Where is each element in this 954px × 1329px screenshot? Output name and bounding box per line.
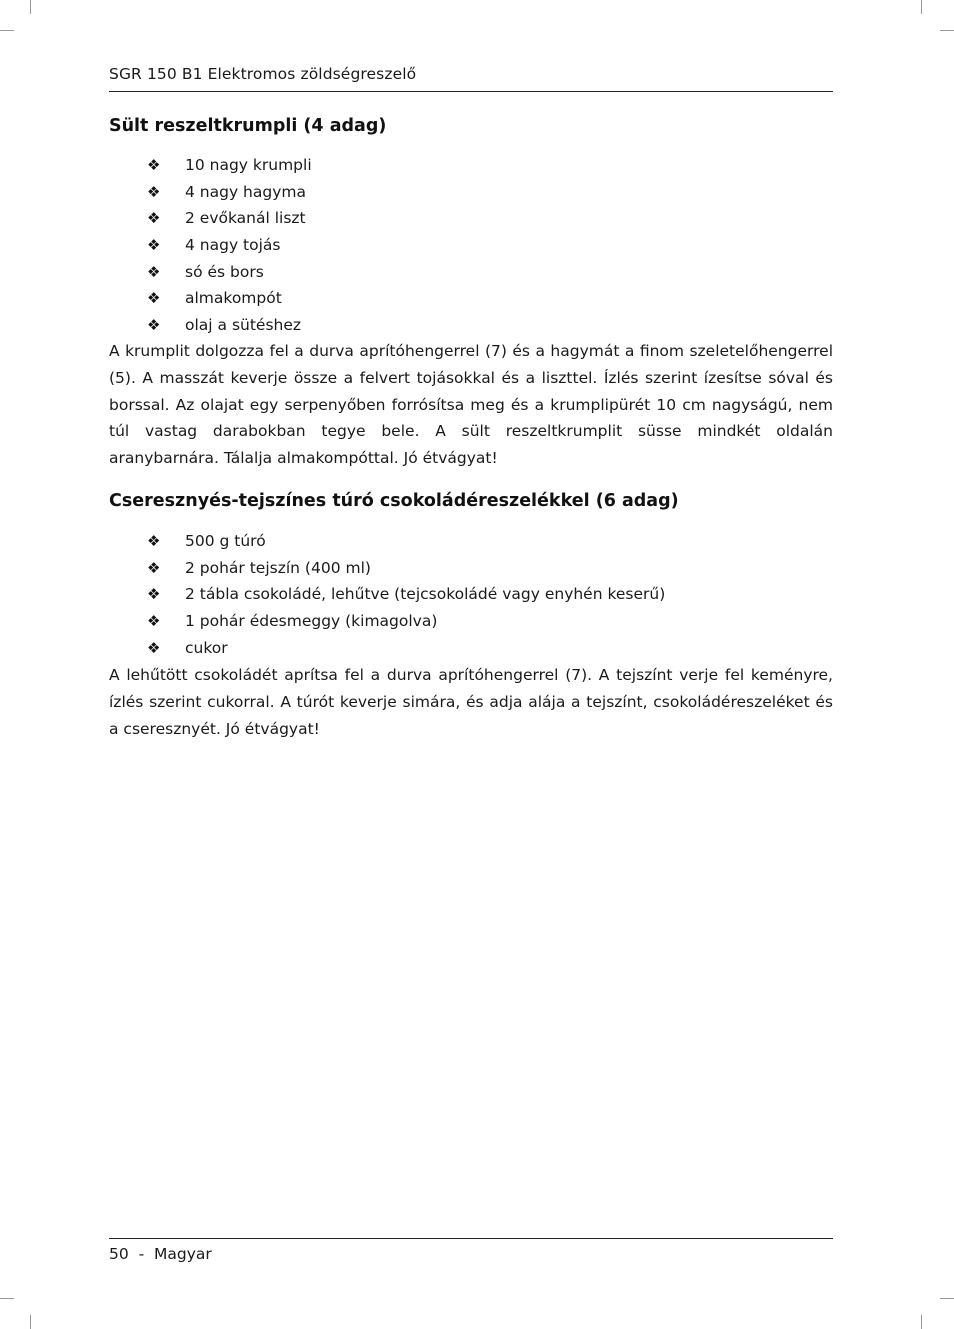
diamond-bullet-icon: ❖	[147, 156, 161, 174]
crop-mark	[940, 30, 954, 31]
crop-mark	[0, 30, 14, 31]
diamond-bullet-icon: ❖	[147, 585, 161, 604]
diamond-bullet-icon: ❖	[147, 316, 161, 335]
list-item	[109, 179, 833, 206]
crop-mark	[921, 1315, 922, 1329]
ingredient-text: 1 pohár édesmeggy (kimagolva)	[185, 612, 438, 631]
diamond-bullet-icon: ❖	[147, 532, 161, 550]
ingredient-list	[109, 152, 833, 339]
recipe-title: Cseresznyés-tejszínes túró csokoládéreszelékkel (6 adag)	[109, 491, 679, 511]
ingredient-text: 500 g túró	[185, 532, 266, 550]
ingredient-text: 2 evőkanál liszt	[185, 209, 306, 228]
crop-mark	[30, 0, 31, 14]
page-footer	[109, 1244, 212, 1264]
footer-rule	[109, 1238, 833, 1239]
list-item	[109, 635, 833, 662]
crop-mark	[30, 1315, 31, 1329]
recipe-instructions: A krumplit dolgozza fel a durva aprítóhengerrel (7) és a hagymát a finom szeletelőhengerrel (5). A masszát keverje össze a felvert tojásokkal és a liszttel. Ízlés szerint ízesítse sóval és borssal. Az olajat egy serpenyőben forrósítsa meg és a krumplipürét 10 cm nagyságú, nem túl vastag darabokban tegye bele. A sült reszeltkrumplit süsse mindkét oldalán aranybarnára. Tálalja almakompóttal. Jó étvágyat!	[109, 342, 833, 468]
diamond-bullet-icon: ❖	[147, 236, 161, 255]
list-item	[109, 581, 833, 608]
crop-mark	[0, 1298, 14, 1299]
ingredient-text: 10 nagy krumpli	[185, 156, 312, 174]
crop-mark	[921, 0, 922, 14]
ingredient-text: 2 tábla csokoládé, lehűtve (tejcsokoládé vagy enyhén keserű)	[185, 585, 666, 604]
list-item	[109, 608, 833, 635]
diamond-bullet-icon: ❖	[147, 612, 161, 631]
footer-language: Magyar	[154, 1245, 212, 1263]
header-rule	[109, 91, 833, 92]
ingredient-list	[109, 528, 833, 661]
diamond-bullet-icon: ❖	[147, 289, 161, 308]
diamond-bullet-icon: ❖	[147, 182, 161, 201]
diamond-bullet-icon: ❖	[147, 262, 161, 281]
ingredient-text: 2 pohár tejszín (400 ml)	[185, 558, 371, 577]
ingredient-text: olaj a sütéshez	[185, 316, 302, 335]
ingredient-text: 4 nagy tojás	[185, 236, 281, 255]
footer-separator: -	[138, 1245, 145, 1263]
ingredient-text: 4 nagy hagyma	[185, 182, 306, 201]
list-item	[109, 285, 833, 312]
list-item	[109, 555, 833, 582]
diamond-bullet-icon: ❖	[147, 209, 161, 228]
ingredient-text: almakompót	[185, 289, 282, 308]
recipe-title: Sült reszeltkrumpli (4 adag)	[109, 116, 387, 136]
recipe-instructions: A lehűtött csokoládét aprítsa fel a durva aprítóhengerrel (7). A tejszínt verje fel keményre, ízlés szerint cukorral. A túrót keverje simára, és adja alája a tejszínt, csokoládéreszeléket és a cseresznyét. Jó étvágyat!	[109, 666, 833, 738]
list-item	[109, 259, 833, 286]
diamond-bullet-icon: ❖	[147, 558, 161, 577]
list-item	[109, 232, 833, 259]
list-item	[109, 312, 833, 339]
list-item	[109, 205, 833, 232]
list-item	[109, 528, 833, 555]
running-header: SGR 150 B1 Elektromos zöldségreszelő	[109, 65, 417, 83]
page-number: 50	[109, 1245, 129, 1263]
crop-mark	[940, 1298, 954, 1299]
diamond-bullet-icon: ❖	[147, 638, 161, 657]
ingredient-text: só és bors	[185, 262, 264, 281]
list-item	[109, 152, 833, 179]
ingredient-text: cukor	[185, 638, 228, 657]
